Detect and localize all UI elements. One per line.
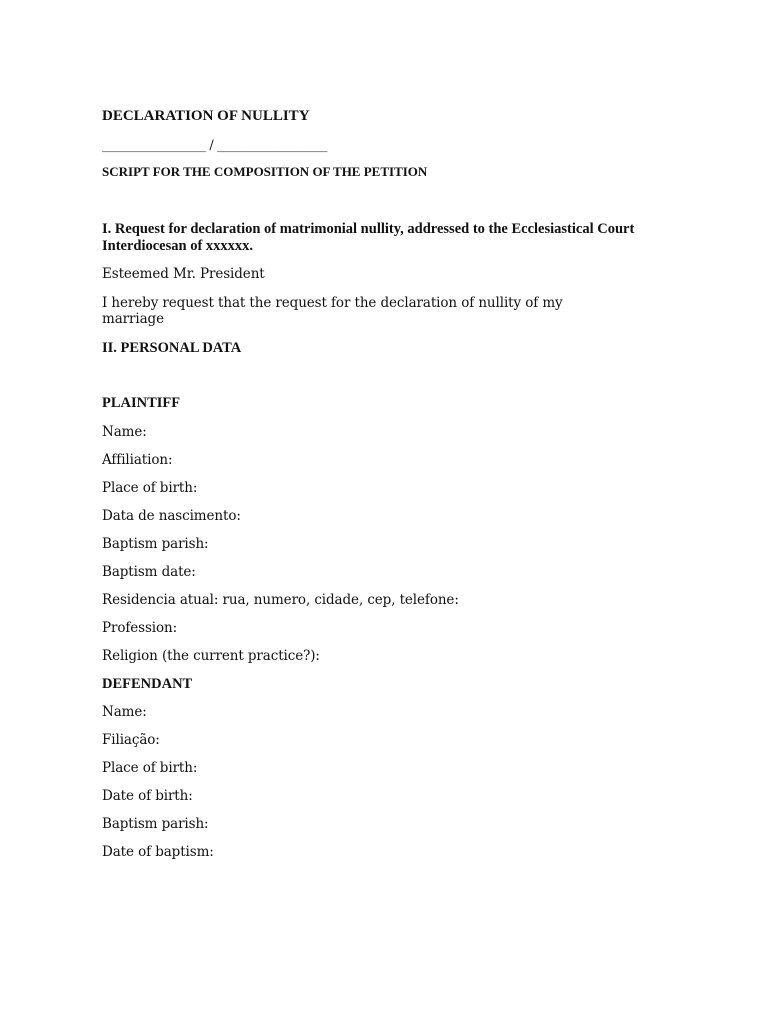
defendant-field-name: Name: — [102, 704, 147, 720]
case-number-blank: _________________ / __________________ — [102, 138, 327, 153]
section-1-heading: I. Request for declaration of matrimonial nullity, addressed to the Ecclesiastical Court Interdiocesan of xxxxxx. — [102, 221, 635, 254]
salutation: Esteemed Mr. President — [102, 266, 265, 282]
defendant-field-birth-date: Date of birth: — [102, 788, 193, 804]
request-text-line-2: marriage — [102, 311, 164, 327]
plaintiff-field-baptism-parish: Baptism parish: — [102, 536, 209, 552]
defendant-field-baptism-date: Date of baptism: — [102, 844, 214, 860]
plaintiff-field-affiliation: Affiliation: — [102, 452, 173, 468]
defendant-field-baptism-parish: Baptism parish: — [102, 816, 209, 832]
plaintiff-heading: PLAINTIFF — [102, 395, 181, 411]
document-subtitle: SCRIPT FOR THE COMPOSITION OF THE PETITION — [102, 164, 428, 179]
plaintiff-field-profession: Profession: — [102, 620, 178, 636]
plaintiff-field-baptism-date: Baptism date: — [102, 564, 196, 580]
section-2-heading: II. PERSONAL DATA — [102, 340, 242, 356]
defendant-heading: DEFENDANT — [102, 676, 193, 692]
defendant-field-place-of-birth: Place of birth: — [102, 760, 198, 776]
request-text-line-1: I hereby request that the request for the declaration of nullity of my — [102, 295, 563, 311]
plaintiff-field-residence: Residencia atual: rua, numero, cidade, cep, telefone: — [102, 592, 459, 608]
plaintiff-field-birth-date: Data de nascimento: — [102, 508, 241, 524]
plaintiff-field-name: Name: — [102, 424, 147, 440]
defendant-field-affiliation: Filiação: — [102, 732, 160, 748]
document-title: DECLARATION OF NULLITY — [102, 108, 310, 124]
plaintiff-field-religion: Religion (the current practice?): — [102, 648, 320, 664]
plaintiff-field-place-of-birth: Place of birth: — [102, 480, 198, 496]
